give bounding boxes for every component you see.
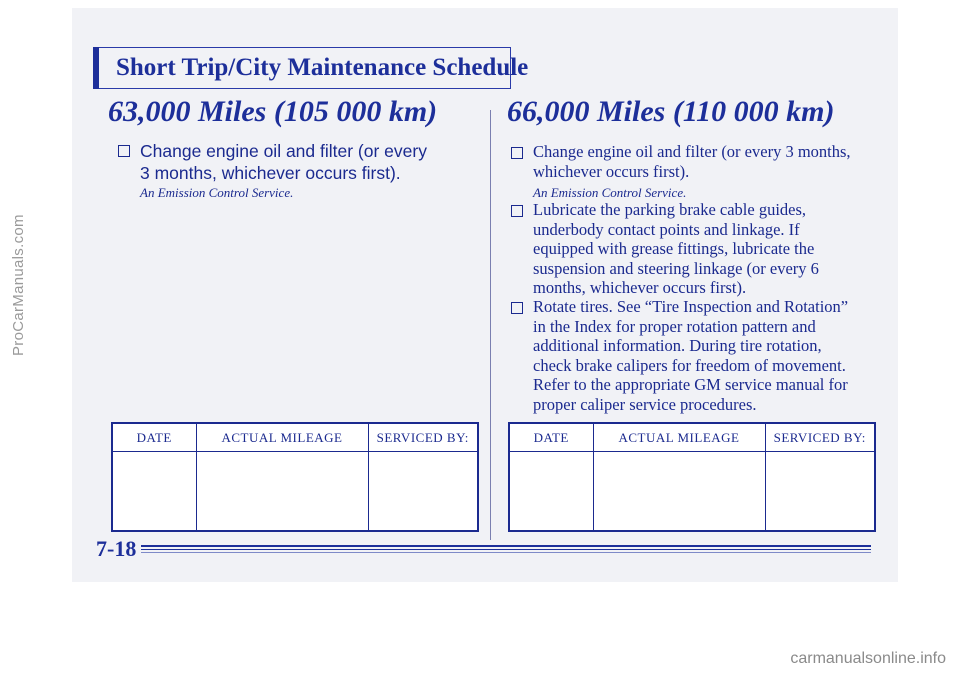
left-heading: 63,000 Miles (105 000 km) xyxy=(108,95,438,128)
mileage-cell[interactable] xyxy=(196,452,368,532)
serviced-by-cell[interactable] xyxy=(765,452,875,532)
checkbox[interactable] xyxy=(118,145,130,157)
right-emission-note: An Emission Control Service. xyxy=(533,185,687,200)
right-service-log-table xyxy=(508,422,876,532)
right-item-lubricate: Lubricate the parking brake cable guides, underbody contact points and linkage. If equipped with grease fittings, lubricate the suspension and steering linkage (or every 6 months, whichever occurs first). xyxy=(511,200,856,298)
section-header xyxy=(93,47,529,89)
right-item-oil: Change engine oil and filter (or every 3 months, whichever occurs first). xyxy=(511,142,856,182)
checkbox[interactable] xyxy=(511,302,523,314)
footer-rule xyxy=(141,549,871,550)
table-header-row xyxy=(509,423,875,452)
header-accent-bar xyxy=(93,47,99,89)
left-item-oil: Change engine oil and filter (or every 3 months, whichever occurs first). xyxy=(118,140,438,184)
serviced-by-header: SERVICED BY: xyxy=(368,423,478,452)
bottom-watermark: carmanualsonline.info xyxy=(790,650,946,667)
footer-rule xyxy=(141,552,871,553)
left-emission-note: An Emission Control Service. xyxy=(140,185,294,200)
date-cell[interactable] xyxy=(112,452,196,532)
right-heading: 66,000 Miles (110 000 km) xyxy=(507,95,835,128)
footer-rule xyxy=(141,545,871,547)
serviced-by-cell[interactable] xyxy=(368,452,478,532)
mileage-cell[interactable] xyxy=(593,452,765,532)
table-header-row xyxy=(112,423,478,452)
checkbox[interactable] xyxy=(511,205,523,217)
mileage-header: ACTUAL MILEAGE xyxy=(196,423,368,452)
date-cell[interactable] xyxy=(509,452,593,532)
left-service-log-table xyxy=(111,422,479,532)
table-row xyxy=(509,452,875,532)
column-divider xyxy=(490,110,491,540)
table-row xyxy=(112,452,478,532)
right-item-rotate-tires: Rotate tires. See “Tire Inspection and Rotation” in the Index for proper rotation pattern and additional information. During tire rotation, check brake calipers for freedom of movement. Refer to the appropriate GM service manual for proper caliper service procedures. xyxy=(511,297,861,414)
section-title: Short Trip/City Maintenance Schedule xyxy=(116,54,529,81)
side-watermark: ProCarManuals.com xyxy=(10,214,27,356)
mileage-header: ACTUAL MILEAGE xyxy=(593,423,765,452)
date-header: DATE xyxy=(509,423,593,452)
serviced-by-header: SERVICED BY: xyxy=(765,423,875,452)
checkbox[interactable] xyxy=(511,147,523,159)
date-header: DATE xyxy=(112,423,196,452)
page-number: 7-18 xyxy=(96,536,137,561)
